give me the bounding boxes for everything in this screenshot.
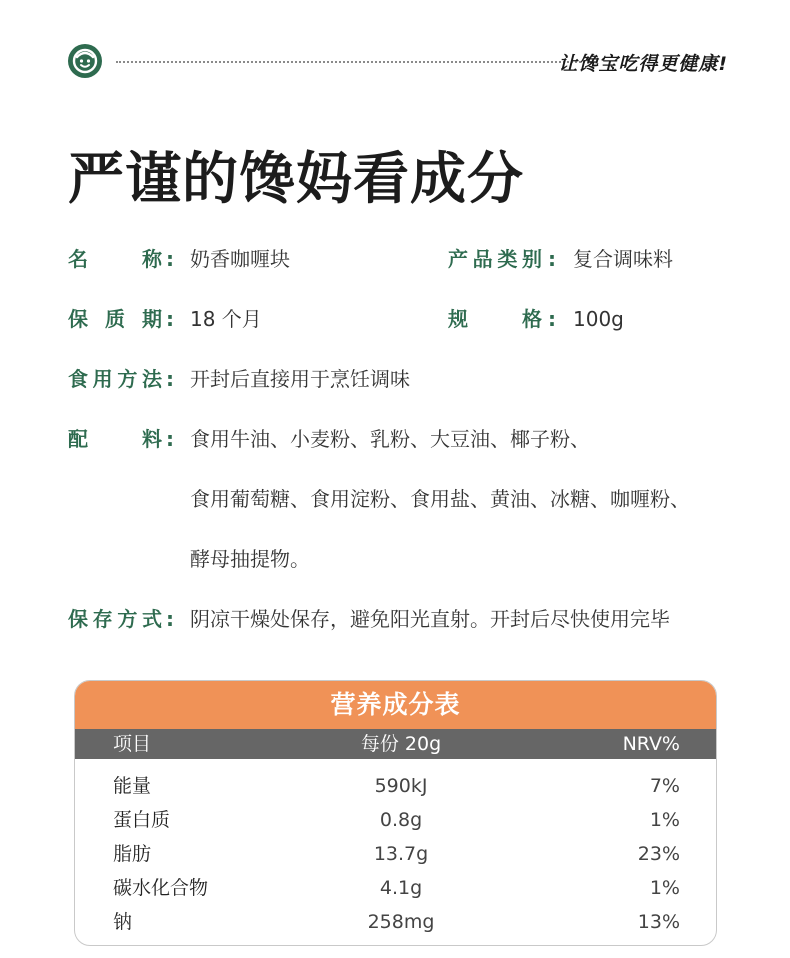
nutrition-table-title: 营养成分表 <box>75 681 716 729</box>
table-row <box>75 803 716 837</box>
nutrient-nrv: 23% <box>637 843 680 865</box>
label-char: 存 <box>92 607 113 631</box>
colon: : <box>166 247 174 271</box>
label-char: 用 <box>92 367 113 391</box>
label-char: 称 <box>142 247 162 271</box>
ingredients-label <box>68 423 164 455</box>
info-row-name-category <box>68 243 728 275</box>
label-char: 配 <box>68 427 88 451</box>
header-bar <box>68 44 728 80</box>
nutrient-nrv: 13% <box>637 911 680 933</box>
table-row <box>75 905 716 939</box>
table-row <box>75 837 716 871</box>
label-char: 食 <box>68 367 88 391</box>
storage-value: 阴凉干燥处保存，避免阳光直射。开封后尽快使用完毕 <box>190 607 670 631</box>
label-text <box>448 243 542 275</box>
nutrient-nrv: 1% <box>649 809 680 831</box>
nutrient-amount: 4.1g <box>379 877 423 899</box>
nutrition-table <box>74 680 717 946</box>
colon: : <box>166 607 174 631</box>
shelf-life-value: 18 个月 <box>190 307 262 331</box>
label-char: 保 <box>68 607 88 631</box>
usage-label <box>68 363 164 395</box>
nutrition-table-header <box>75 729 716 759</box>
column-header-per-serving: 每份 20g <box>360 733 442 755</box>
shelf-life-label <box>68 303 164 335</box>
label-char: 质 <box>105 307 125 331</box>
spec-value: 100g <box>573 307 624 331</box>
colon: : <box>548 247 556 271</box>
label-char: 别 <box>521 247 542 271</box>
colon: : <box>166 427 174 451</box>
label-text <box>448 303 542 335</box>
label-char: 名 <box>68 247 88 271</box>
nutrient-nrv: 7% <box>649 775 680 797</box>
nutrient-name: 蛋白质 <box>113 809 171 831</box>
label-char: 品 <box>472 247 493 271</box>
label-char: 类 <box>497 247 518 271</box>
nutrient-amount: 258mg <box>367 911 435 933</box>
label-text <box>68 303 162 335</box>
nutrient-amount: 590kJ <box>374 775 428 797</box>
label-text <box>68 423 162 455</box>
column-header-nrv: NRV% <box>622 733 680 755</box>
colon: : <box>548 307 556 331</box>
nutrient-name: 能量 <box>113 775 152 797</box>
category-label <box>448 243 544 275</box>
label-char: 料 <box>142 427 162 451</box>
nutrient-nrv: 1% <box>649 877 680 899</box>
ingredients-line: 食用牛油、小麦粉、乳粉、大豆油、椰子粉、 <box>190 427 590 451</box>
column-header-item: 项目 <box>113 733 152 755</box>
category-value: 复合调味料 <box>573 247 673 271</box>
nutrient-amount: 13.7g <box>373 843 429 865</box>
table-row <box>75 871 716 905</box>
storage-label <box>68 603 164 635</box>
colon: : <box>166 367 174 391</box>
nutrient-amount: 0.8g <box>379 809 423 831</box>
slogan: 让馋宝吃得更健康! <box>558 53 728 75</box>
label-text <box>68 363 162 395</box>
usage-value: 开封后直接用于烹饪调味 <box>190 367 410 391</box>
label-char: 方 <box>117 367 138 391</box>
name-value: 奶香咖喱块 <box>190 247 290 271</box>
nutrient-name: 钠 <box>113 911 133 933</box>
nutrient-name: 碳水化合物 <box>113 877 209 899</box>
info-row-ingredients <box>68 423 728 455</box>
label-text <box>68 243 162 275</box>
table-row <box>75 769 716 803</box>
label-text <box>68 603 162 635</box>
label-char: 规 <box>448 307 468 331</box>
smiling-face-logo-icon <box>68 44 102 78</box>
info-row-shelf-spec <box>68 303 728 335</box>
ingredients-line: 食用葡萄糖、食用淀粉、食用盐、黄油、冰糖、咖喱粉、 <box>190 487 690 511</box>
spec-label <box>448 303 544 335</box>
name-label <box>68 243 164 275</box>
label-char: 期 <box>142 307 162 331</box>
dotted-divider <box>116 61 592 63</box>
page-title: 严谨的馋妈看成分 <box>68 147 524 212</box>
label-char: 方 <box>117 607 138 631</box>
label-char: 格 <box>522 307 542 331</box>
nutrient-name: 脂肪 <box>113 843 152 865</box>
label-char: 式 <box>141 607 162 631</box>
label-char: 法 <box>141 367 162 391</box>
colon: : <box>166 307 174 331</box>
ingredients-line: 酵母抽提物。 <box>190 547 310 571</box>
label-char: 保 <box>68 307 88 331</box>
info-row-storage <box>68 603 768 635</box>
label-char: 产 <box>448 247 468 271</box>
info-row-usage <box>68 363 728 395</box>
